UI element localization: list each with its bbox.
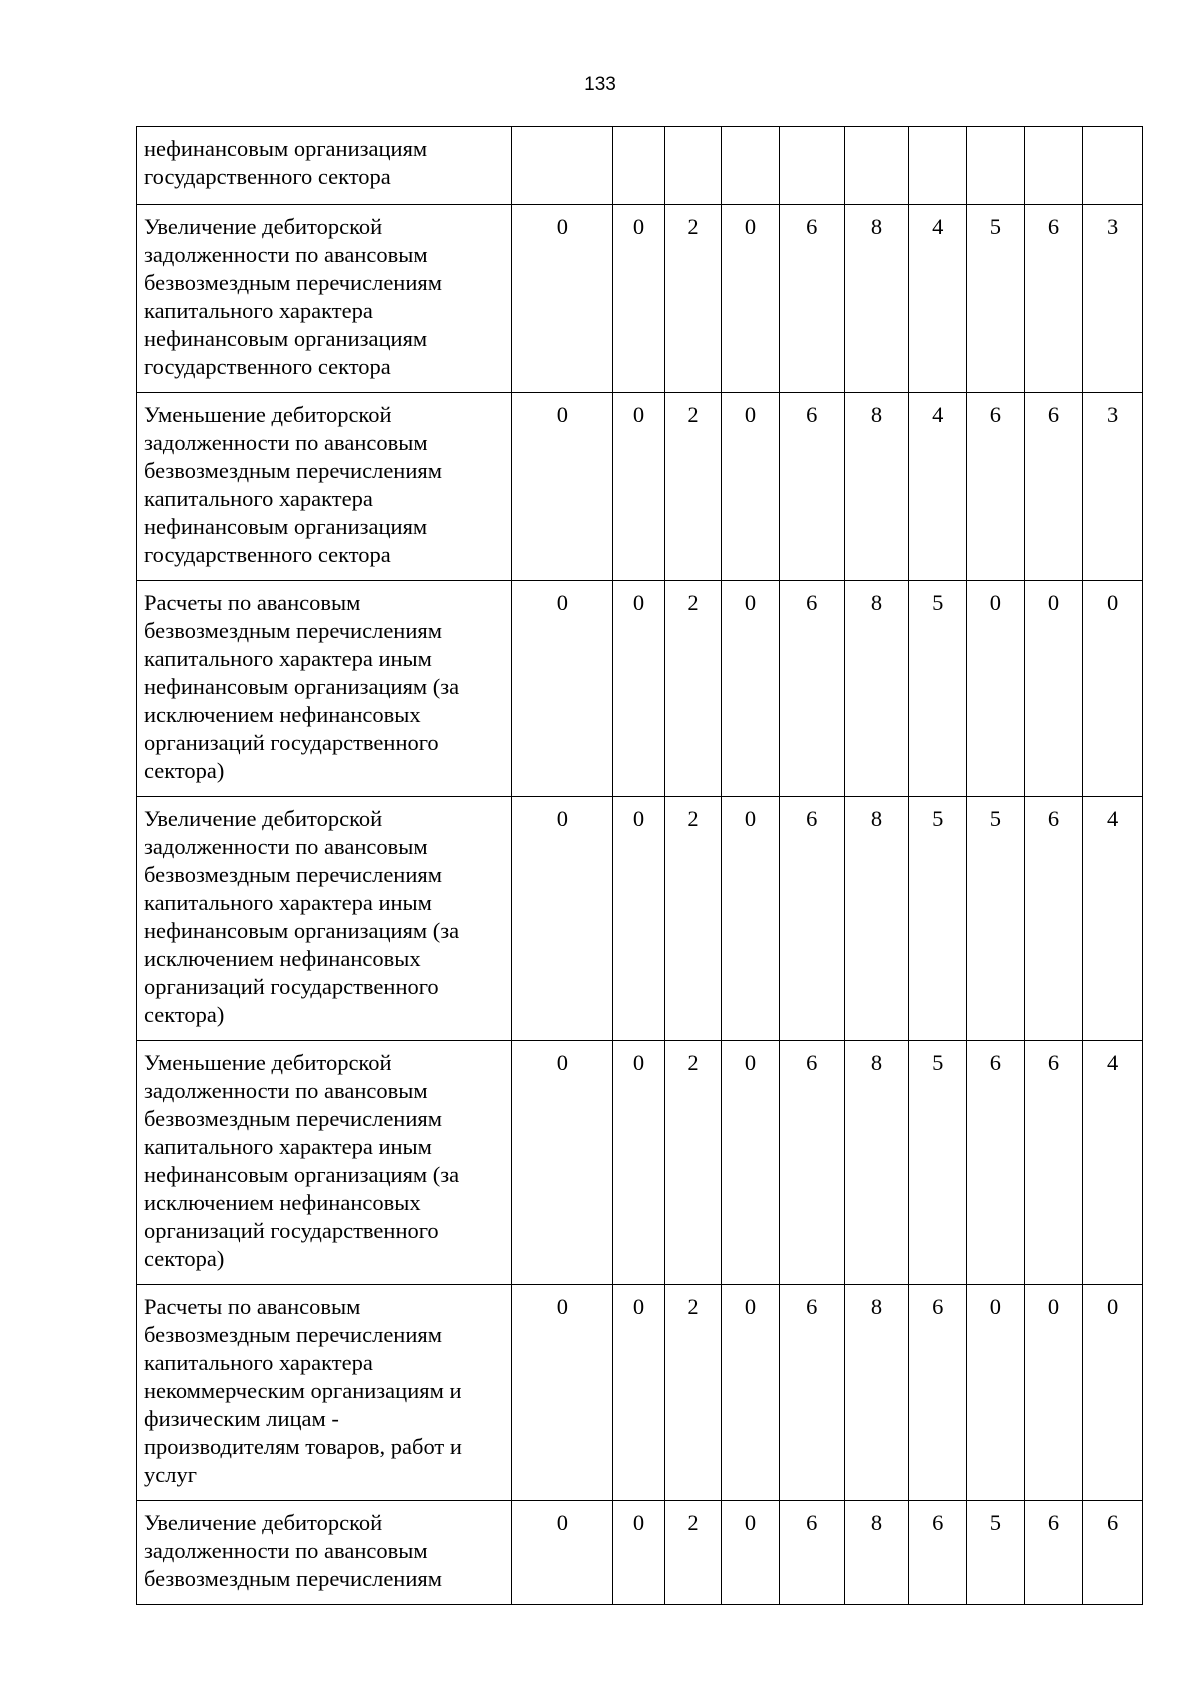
code-digit-cell: 0 [512, 1285, 613, 1501]
table-row [137, 205, 1143, 393]
code-digit-cell: 0 [613, 1285, 664, 1501]
code-digit-cell: 0 [722, 393, 780, 581]
code-digit-cell: 2 [664, 797, 722, 1041]
code-digit-cell: 2 [664, 205, 722, 393]
code-digit-cell: 5 [909, 1041, 967, 1285]
code-digit-cell: 5 [967, 797, 1025, 1041]
code-digit-cell: 6 [1024, 393, 1083, 581]
description-line: капитального характера иным [144, 1134, 432, 1159]
description-line: Расчеты по авансовым [144, 590, 361, 615]
description-line: Увеличение дебиторской [144, 806, 383, 831]
code-digit-cell: 0 [512, 393, 613, 581]
description-line: сектора) [144, 1246, 225, 1271]
code-digit-cell: 2 [664, 393, 722, 581]
description-cell [137, 1285, 512, 1501]
code-digit-cell: 8 [844, 1501, 909, 1605]
code-digit-cell: 6 [779, 1501, 844, 1605]
description-line: Увеличение дебиторской [144, 214, 383, 239]
description-line: нефинансовым организациям [144, 326, 428, 351]
code-digit-cell: 6 [909, 1501, 967, 1605]
table-row [137, 393, 1143, 581]
code-digit-cell: 6 [1024, 205, 1083, 393]
description-line: безвозмездным перечислениям [144, 1322, 442, 1347]
description-line: организаций государственного [144, 730, 439, 755]
code-digit-cell: 4 [1083, 797, 1143, 1041]
description-line: нефинансовым организациям [144, 136, 428, 161]
description-line: физическим лицам - [144, 1406, 339, 1431]
code-digit-cell: 0 [967, 581, 1025, 797]
code-digit-cell: 0 [722, 1501, 780, 1605]
table-row [137, 1041, 1143, 1285]
code-digit-cell: 6 [779, 581, 844, 797]
code-digit-cell: 6 [967, 1041, 1025, 1285]
description-line: нефинансовым организациям (за [144, 918, 460, 943]
description-line: государственного сектора [144, 354, 391, 379]
code-digit-cell: 0 [722, 581, 780, 797]
description-line: задолженности по авансовым [144, 242, 428, 267]
code-digit-cell: 0 [512, 205, 613, 393]
code-digit-cell: 0 [512, 797, 613, 1041]
code-digit-cell [1024, 127, 1083, 205]
description-line: безвозмездным перечислениям [144, 458, 442, 483]
code-digit-cell: 0 [722, 1285, 780, 1501]
code-digit-cell: 6 [779, 393, 844, 581]
description-line: исключением нефинансовых [144, 1190, 421, 1215]
code-digit-cell: 6 [1024, 1041, 1083, 1285]
code-digit-cell: 0 [722, 1041, 780, 1285]
code-digit-cell: 0 [613, 205, 664, 393]
table-row [137, 581, 1143, 797]
description-line: безвозмездным перечислениям [144, 862, 442, 887]
description-line: задолженности по авансовым [144, 430, 428, 455]
table-row [137, 1501, 1143, 1605]
code-digit-cell: 3 [1083, 393, 1143, 581]
code-digit-cell: 6 [909, 1285, 967, 1501]
description-line: Расчеты по авансовым [144, 1294, 361, 1319]
code-digit-cell: 2 [664, 1501, 722, 1605]
code-digit-cell [844, 127, 909, 205]
description-line: безвозмездным перечислениям [144, 618, 442, 643]
description-line: задолженности по авансовым [144, 1538, 428, 1563]
description-line: безвозмездным перечислениям [144, 1566, 442, 1591]
code-digit-cell [1083, 127, 1143, 205]
code-digit-cell: 5 [967, 205, 1025, 393]
table-row [137, 127, 1143, 205]
description-line: производителям товаров, работ и [144, 1434, 462, 1459]
code-digit-cell [613, 127, 664, 205]
code-digit-cell: 6 [967, 393, 1025, 581]
description-line: исключением нефинансовых [144, 702, 421, 727]
code-digit-cell [967, 127, 1025, 205]
code-digit-cell: 8 [844, 797, 909, 1041]
code-digit-cell: 4 [909, 205, 967, 393]
code-digit-cell: 6 [779, 205, 844, 393]
description-line: капитального характера иным [144, 646, 432, 671]
description-line: капитального характера [144, 486, 373, 511]
description-line: капитального характера [144, 1350, 373, 1375]
code-digit-cell: 0 [613, 797, 664, 1041]
code-digit-cell: 0 [722, 797, 780, 1041]
code-digit-cell: 8 [844, 205, 909, 393]
description-cell [137, 1501, 512, 1605]
code-digit-cell: 0 [613, 1501, 664, 1605]
description-line: капитального характера [144, 298, 373, 323]
code-digit-cell [909, 127, 967, 205]
code-digit-cell: 2 [664, 581, 722, 797]
code-digit-cell: 5 [967, 1501, 1025, 1605]
code-digit-cell: 2 [664, 1285, 722, 1501]
description-line: некоммерческим организациям и [144, 1378, 462, 1403]
description-cell [137, 205, 512, 393]
code-digit-cell [722, 127, 780, 205]
description-line: государственного сектора [144, 164, 391, 189]
code-digit-cell: 0 [512, 1041, 613, 1285]
code-digit-cell [779, 127, 844, 205]
description-line: организаций государственного [144, 1218, 439, 1243]
code-digit-cell [664, 127, 722, 205]
description-cell [137, 1041, 512, 1285]
description-line: безвозмездным перечислениям [144, 1106, 442, 1131]
description-line: Уменьшение дебиторской [144, 402, 392, 427]
code-digit-cell: 0 [1024, 581, 1083, 797]
description-line: безвозмездным перечислениям [144, 270, 442, 295]
code-digit-cell: 8 [844, 581, 909, 797]
code-digit-cell: 8 [844, 1041, 909, 1285]
description-line: задолженности по авансовым [144, 834, 428, 859]
description-line: Увеличение дебиторской [144, 1510, 383, 1535]
code-digit-cell: 0 [1083, 1285, 1143, 1501]
code-digit-cell: 5 [909, 581, 967, 797]
code-digit-cell: 6 [1083, 1501, 1143, 1605]
description-line: Уменьшение дебиторской [144, 1050, 392, 1075]
code-digit-cell [512, 127, 613, 205]
code-digit-cell: 0 [722, 205, 780, 393]
code-digit-cell: 6 [1024, 797, 1083, 1041]
description-line: организаций государственного [144, 974, 439, 999]
description-line: государственного сектора [144, 542, 391, 567]
code-digit-cell: 0 [967, 1285, 1025, 1501]
description-line: капитального характера иным [144, 890, 432, 915]
code-digit-cell: 5 [909, 797, 967, 1041]
code-digit-cell: 2 [664, 1041, 722, 1285]
code-digit-cell: 0 [512, 581, 613, 797]
code-digit-cell: 0 [613, 1041, 664, 1285]
code-digit-cell: 6 [779, 1041, 844, 1285]
table-row [137, 1285, 1143, 1501]
table-row [137, 797, 1143, 1041]
code-digit-cell: 0 [1083, 581, 1143, 797]
code-digit-cell: 0 [512, 1501, 613, 1605]
code-digit-cell: 8 [844, 393, 909, 581]
description-line: задолженности по авансовым [144, 1078, 428, 1103]
description-line: нефинансовым организациям (за [144, 674, 460, 699]
code-digit-cell: 0 [613, 581, 664, 797]
code-digit-cell: 4 [1083, 1041, 1143, 1285]
budget-code-table [136, 126, 1143, 1605]
code-digit-cell: 6 [1024, 1501, 1083, 1605]
code-digit-cell: 0 [613, 393, 664, 581]
description-line: нефинансовым организациям (за [144, 1162, 460, 1187]
code-digit-cell: 4 [909, 393, 967, 581]
description-cell [137, 797, 512, 1041]
description-line: сектора) [144, 1002, 225, 1027]
page-number: 133 [584, 74, 616, 95]
code-digit-cell: 6 [779, 797, 844, 1041]
description-cell [137, 581, 512, 797]
description-cell [137, 393, 512, 581]
code-digit-cell: 3 [1083, 205, 1143, 393]
code-digit-cell: 6 [779, 1285, 844, 1501]
description-line: сектора) [144, 758, 225, 783]
description-line: нефинансовым организациям [144, 514, 428, 539]
code-digit-cell: 0 [1024, 1285, 1083, 1501]
description-line: исключением нефинансовых [144, 946, 421, 971]
description-cell [137, 127, 512, 205]
description-line: услуг [144, 1462, 197, 1487]
code-digit-cell: 8 [844, 1285, 909, 1501]
